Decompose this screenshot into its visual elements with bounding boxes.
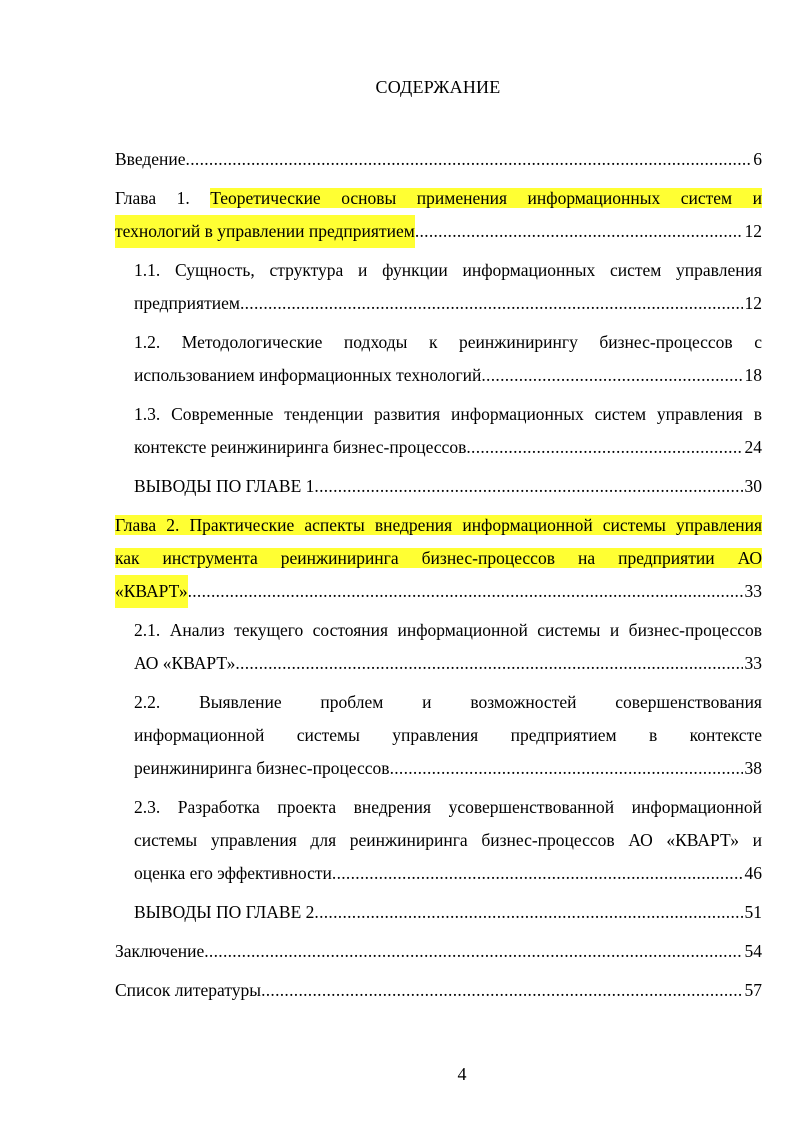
leader-dots xyxy=(261,974,742,1007)
leader-dots xyxy=(332,857,743,890)
toc-page-number: 24 xyxy=(744,437,762,457)
toc-page-number: 12 xyxy=(744,293,762,313)
toc-entry-text: Введение xyxy=(115,149,186,169)
toc-entry-text: Глава 1. xyxy=(115,188,211,208)
toc-page-number: 30 xyxy=(744,476,762,496)
toc-entry-text: 1.1. Сущность, структура и функции информационных систем управления xyxy=(134,260,762,280)
toc-entry-section-1-1[interactable] xyxy=(134,254,762,320)
toc-page-number: 46 xyxy=(744,863,762,883)
toc-entry-section-2-2[interactable] xyxy=(134,686,762,785)
toc-page-number: 33 xyxy=(744,653,762,673)
leader-dots xyxy=(188,575,743,608)
toc-entry-text: ВЫВОДЫ ПО ГЛАВЕ 2 xyxy=(134,902,315,922)
toc-entry-text: системы управления для реинжиниринга бизнес-процессов АО «КВАРТ» и xyxy=(134,830,762,850)
toc-entry-text: информационной системы управления предприятием в контексте xyxy=(134,725,762,745)
leader-dots xyxy=(390,752,743,785)
table-of-contents xyxy=(115,143,762,1013)
toc-entry-text: 2.3. Разработка проекта внедрения усовершенствованной информационной xyxy=(134,797,762,817)
toc-page-number: 51 xyxy=(744,902,762,922)
toc-entry-text: Заключение xyxy=(115,941,205,961)
toc-entry-text: предприятием xyxy=(134,293,240,313)
toc-entry-text: ВЫВОДЫ ПО ГЛАВЕ 1 xyxy=(134,476,315,496)
highlighted-text: технологий в управлении предприятием xyxy=(115,215,415,248)
leader-dots xyxy=(481,359,742,392)
toc-entry-references[interactable] xyxy=(115,974,762,1007)
highlighted-text: Глава 2. Практические аспекты внедрения информационной системы управления xyxy=(115,515,762,535)
toc-entry-text: 1.2. Методологические подходы к реинжинирингу бизнес-процессов с xyxy=(134,332,762,352)
leader-dots xyxy=(235,647,742,680)
page-title: СОДЕРЖАНИЕ xyxy=(375,77,501,97)
toc-entry-chapter-2[interactable] xyxy=(115,509,762,608)
page-number: 4 xyxy=(457,1064,467,1084)
toc-entry-section-1-2[interactable] xyxy=(134,326,762,392)
highlighted-text: как инструмента реинжиниринга бизнес-процессов на предприятии АО xyxy=(115,548,762,568)
toc-entry-text: Список литературы xyxy=(115,980,262,1000)
toc-entry-chapter-1[interactable] xyxy=(115,182,762,248)
leader-dots xyxy=(314,896,742,929)
toc-entry-section-1-3[interactable] xyxy=(134,398,762,464)
leader-dots xyxy=(204,935,742,968)
leader-dots xyxy=(186,143,752,176)
toc-entry-text: использованием информационных технологий xyxy=(134,365,482,385)
toc-entry-conclusions-2[interactable] xyxy=(134,896,762,929)
toc-entry-text: 2.2. Выявление проблем и возможностей совершенствования xyxy=(134,692,762,712)
toc-entry-text: реинжиниринга бизнес-процессов xyxy=(134,758,390,778)
leader-dots xyxy=(466,431,742,464)
toc-entry-text: оценка его эффективности xyxy=(134,863,332,883)
leader-dots xyxy=(314,470,742,503)
toc-entry-text: 1.3. Современные тенденции развития информационных систем управления в xyxy=(134,404,762,424)
toc-entry-section-2-1[interactable] xyxy=(134,614,762,680)
toc-page-number: 12 xyxy=(744,221,762,241)
toc-page-number: 33 xyxy=(744,581,762,601)
toc-page-number: 38 xyxy=(744,758,762,778)
toc-page-number: 54 xyxy=(744,941,762,961)
leader-dots xyxy=(415,215,743,248)
toc-entry-text: АО «КВАРТ» xyxy=(134,653,236,673)
toc-page-number: 57 xyxy=(744,980,762,1000)
leader-dots xyxy=(240,287,743,320)
toc-entry-conclusions-1[interactable] xyxy=(134,470,762,503)
highlighted-text: «КВАРТ» xyxy=(115,575,188,608)
toc-page-number: 6 xyxy=(753,149,762,169)
toc-entry-text: 2.1. Анализ текущего состояния информационной системы и бизнес-процессов xyxy=(134,620,762,640)
toc-entry-intro[interactable] xyxy=(115,143,762,176)
toc-entry-text: контексте реинжиниринга бизнес-процессов xyxy=(134,437,467,457)
highlighted-text: Теоретические основы применения информационных систем и xyxy=(210,188,762,208)
toc-entry-conclusion[interactable] xyxy=(115,935,762,968)
toc-page-number: 18 xyxy=(744,365,762,385)
toc-entry-section-2-3[interactable] xyxy=(134,791,762,890)
